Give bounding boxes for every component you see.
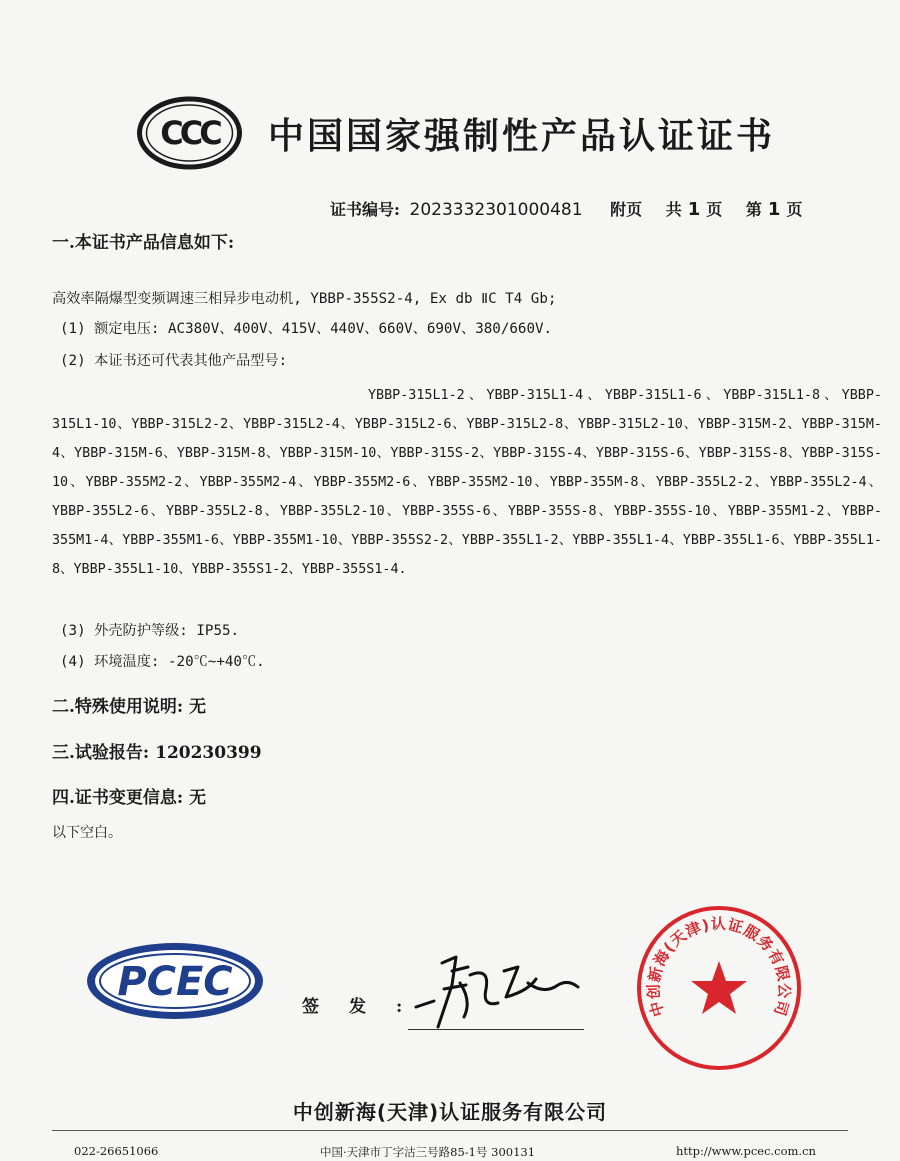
footer-website[interactable]: http://www.pcec.com.cn <box>676 1144 816 1158</box>
pcec-logo <box>84 940 266 1022</box>
signature-line <box>408 1029 584 1030</box>
seal-text: 中创新海(天津)认证服务有限公司 <box>644 915 794 1019</box>
product-line: 高效率隔爆型变频调速三相异步电动机, YBBP-355S2-4, Ex db ⅡC T4 Gb; <box>52 291 557 307</box>
certificate-number-line <box>330 197 802 220</box>
current-label: 第 <box>745 200 762 219</box>
footer-phone: 022-26651066 <box>74 1144 159 1158</box>
models-intro: (2) 本证书还可代表其他产品型号: <box>60 353 288 369</box>
section-1-title: 一.本证书产品信息如下: <box>52 233 235 253</box>
sign-label: 签发: <box>302 997 433 1017</box>
cert-no: 2023332301000481 <box>409 200 583 220</box>
section-2: 二.特殊使用说明: 无 <box>52 697 207 717</box>
current-page: 1 <box>767 199 781 220</box>
pcec-logo-text: PCEC <box>117 959 233 1005</box>
company-seal <box>634 903 804 1073</box>
ccc-logo-text: CCC <box>160 114 219 152</box>
annex-label: 附页 <box>610 200 643 219</box>
cert-no-label: 证书编号: <box>330 200 400 219</box>
footer-address: 中国·天津市丁字沽三号路85-1号 300131 <box>320 1145 536 1159</box>
document-title: 中国国家强制性产品认证证书 <box>268 116 776 157</box>
total-label: 共 <box>665 200 682 219</box>
voltage-line: (1) 额定电压: AC380V、400V、415V、440V、660V、690V、380/660V. <box>60 321 553 337</box>
ccc-logo <box>137 96 242 170</box>
handwritten-signature <box>408 945 588 1035</box>
model-list <box>52 381 882 584</box>
blank-note: 以下空白。 <box>52 825 122 841</box>
page-unit-2: 页 <box>786 200 803 219</box>
model-list-text: YBBP-315L1-2、YBBP-315L1-4、YBBP-315L1-6、YBBP-315L1-8、YBBP-315L1-10、YBBP-315L2-2、YBBP-315L2-4、YBBP-315L2-6、YBBP-315L2-8、YBBP-315L2-10、YBBP-315M-2、YBBP-315M-4、YBBP-315M-6、YBBP-315M-8、YBBP-315M-10、YBBP-315S-2、YBBP-315S-4、YBBP-315S-6、YBBP-315S-8、YBBP-315S-10、YBBP-355M2-2、YBBP-355M2-4、YBBP-355M2-6、YBBP-355M2-10、YBBP-355M-8、YBBP-355L2-2、YBBP-355L2-4、YBBP-355L2-6、YBBP-355L2-8、YBBP-355L2-10、YBBP-355S-6、YBBP-355S-8、YBBP-355S-10、YBBP-355M1-2、YBBP-355M1-4、YBBP-355M1-6、YBBP-355M1-10、YBBP-355S2-2、YBBP-355L1-2、YBBP-355L1-4、YBBP-355L1-6、YBBP-355L1-8、YBBP-355L1-10、YBBP-355S1-2、YBBP-355S1-4. <box>52 388 882 577</box>
section-3: 三.试验报告: 120230399 <box>52 743 262 763</box>
section-4: 四.证书变更信息: 无 <box>52 788 207 808</box>
footer-divider <box>52 1130 848 1131</box>
issuing-company: 中创新海(天津)认证服务有限公司 <box>292 1100 608 1124</box>
temperature-line: (4) 环境温度: -20℃~+40℃. <box>60 654 265 670</box>
total-pages: 1 <box>687 199 701 220</box>
protection-line: (3) 外壳防护等级: IP55. <box>60 623 240 639</box>
page-unit: 页 <box>706 200 723 219</box>
